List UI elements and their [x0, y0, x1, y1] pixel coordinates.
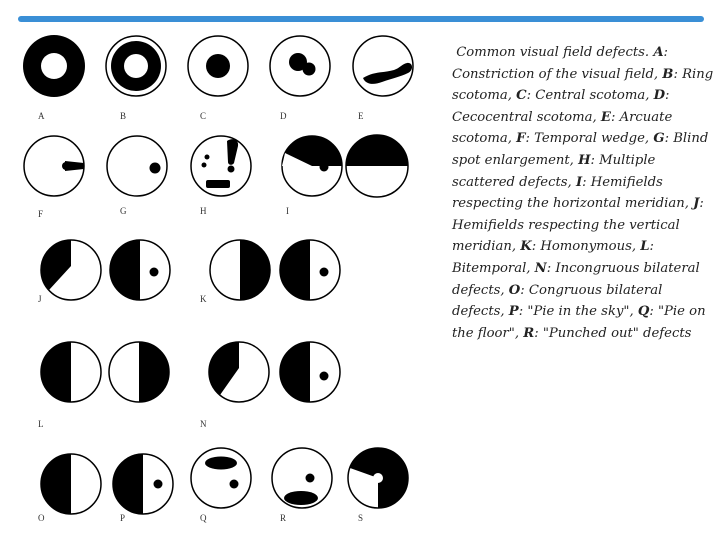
label-a: A — [38, 111, 45, 121]
caption-item-letter: F — [516, 131, 526, 147]
field-i-horizontal-hemifield — [346, 135, 408, 197]
caption-item-letter: B — [662, 66, 674, 82]
field-s — [348, 448, 408, 508]
caption-item-letter: G — [653, 131, 665, 147]
field-i-hemifield-wedge — [282, 136, 342, 196]
header-accent-bar — [18, 16, 704, 22]
field-a-constriction — [23, 35, 85, 97]
caption-item-text: : "Punched out" defects — [534, 325, 692, 341]
label-o: O — [38, 513, 45, 523]
label-i: I — [286, 206, 289, 216]
caption-item-letter: R — [523, 325, 535, 341]
caption-item-letter: D — [653, 88, 666, 104]
field-e-arcuate-scotoma — [353, 36, 413, 96]
figure-caption — [452, 42, 716, 344]
field-p-pie-in-the-sky — [113, 454, 173, 514]
field-h-multiple-scattered-defects — [191, 136, 251, 196]
caption-item-text: : Homonymous, — [531, 239, 641, 255]
caption-item-letter: E — [600, 109, 611, 125]
field-l-right — [109, 342, 169, 402]
caption-item-letter: L — [640, 239, 650, 255]
caption-item-letter: K — [520, 239, 532, 255]
caption-item-text: : Cecocentral scotoma, — [452, 88, 670, 125]
field-j-left — [41, 240, 101, 300]
caption-items — [452, 45, 713, 341]
field-n-left — [209, 342, 269, 402]
field-k-right — [280, 240, 340, 300]
caption-item-text: : Hemifields respecting the horizontal meridian, — [452, 174, 694, 212]
caption-item-text: : "Pie in the sky", — [518, 304, 638, 320]
caption-item-text: : Temporal wedge, — [525, 131, 654, 147]
label-l: L — [38, 419, 44, 429]
label-e: E — [358, 111, 364, 121]
caption-item-letter: A — [653, 45, 664, 60]
caption-item-letter: H — [578, 152, 591, 168]
caption-item-text: : Constriction of the visual field, — [452, 45, 668, 82]
label-p: P — [120, 513, 126, 523]
field-r-punched-out — [272, 448, 332, 508]
caption-item-letter: P — [508, 304, 519, 320]
field-j-right — [110, 240, 170, 300]
caption-item-text: : Incongruous bilateral defects, — [452, 260, 700, 298]
caption-item-letter: I — [575, 174, 583, 190]
field-q-pie-on-the-floor — [191, 448, 251, 508]
label-j: J — [38, 294, 42, 304]
field-n-right — [280, 342, 340, 402]
caption-item-letter: N — [534, 260, 547, 276]
label-k: K — [200, 294, 207, 304]
caption-item — [509, 304, 638, 319]
caption-item — [523, 326, 691, 341]
caption-item-letter: Q — [637, 304, 650, 320]
caption-item-letter: O — [508, 282, 521, 298]
label-s: S — [358, 513, 364, 523]
caption-item — [516, 131, 653, 146]
field-o-congruous — [41, 454, 101, 514]
label-h: H — [200, 206, 207, 216]
caption-item — [520, 239, 640, 254]
caption-item-text: : Multiple scattered defects, — [452, 152, 656, 190]
caption-title: Common visual field defects. — [456, 45, 650, 60]
label-b: B — [120, 111, 127, 121]
field-f-temporal-wedge — [24, 136, 84, 196]
label-f: F — [38, 209, 44, 219]
field-k-left — [210, 240, 270, 300]
field-d-cecocentral-scotoma — [270, 36, 330, 96]
visual-field-defects-figure — [22, 26, 460, 532]
label-n: N — [200, 419, 207, 429]
field-g-blind-spot-enlargement — [107, 136, 167, 196]
label-g: G — [120, 206, 127, 216]
caption-item-text: : Ring scotoma, — [452, 66, 714, 104]
caption-item-text: : Congruous bilateral defects, — [452, 282, 663, 320]
label-r: R — [280, 513, 287, 523]
caption-item-letter: J — [693, 196, 700, 212]
caption-item-text: : Hemifields respecting the vertical meridian, — [452, 196, 704, 255]
caption-item-text: : Blind spot enlargement, — [452, 131, 709, 168]
label-d: D — [280, 111, 287, 121]
caption-item-text: : Central scotoma, — [526, 88, 654, 104]
caption-item-letter: C — [516, 88, 527, 104]
caption-item-text: : Arcuate scotoma, — [452, 109, 673, 147]
label-q: Q — [200, 513, 207, 523]
field-c-central-scotoma — [188, 36, 248, 96]
label-c: C — [200, 111, 207, 121]
caption-item-text: : "Pie on the floor", — [452, 304, 706, 341]
caption-item-text: : Bitemporal, — [452, 239, 654, 276]
field-l-left — [41, 342, 101, 402]
caption-item — [516, 88, 653, 103]
field-b-ring-scotoma — [106, 36, 166, 96]
